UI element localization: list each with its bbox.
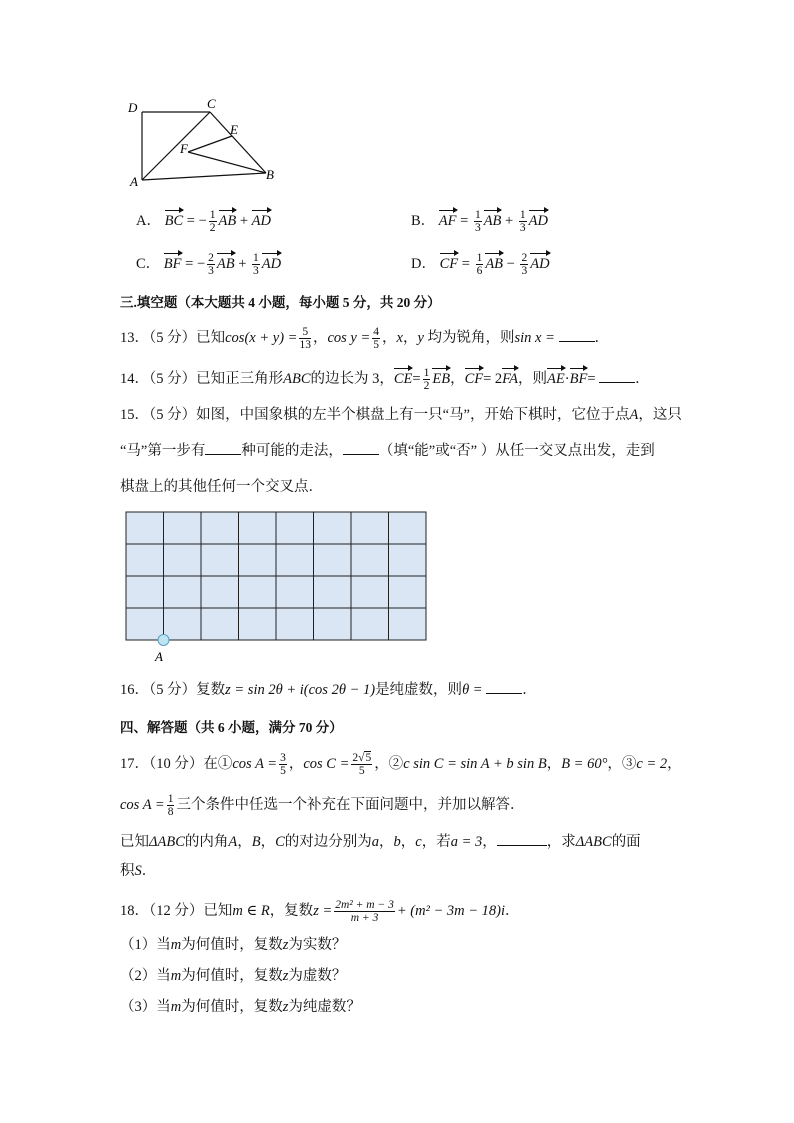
- option-C[interactable]: C． BF = − $\frac{2}{3}$ AB + $\frac{1}{3}$ AD: [136, 252, 282, 277]
- label-B: B: [266, 167, 274, 182]
- question-15-line-1: 15．（5 分）如图，中国象棋的左半个棋盘上有一只“马”，开始下棋时，它位于点A，这只: [120, 407, 682, 423]
- answer-blank-14[interactable]: [599, 368, 635, 383]
- question-17-line-3: 已知ΔABC的内角A，B，C的对边分别为a，b，c，若a = 3， ，求ΔABC的面: [120, 831, 641, 851]
- answer-blank-15a[interactable]: [205, 440, 241, 455]
- question-18: 18．（12 分）已知m ∈ R，复数z = $\frac{\text{2m² + m − 3}}{m + 3}$ + (m² − 3m − 18)i．: [120, 899, 520, 924]
- option-A[interactable]: A． BC = − $\frac{1}{2}$ AB + AD: [136, 209, 272, 234]
- question-17-line-4: 积S．: [120, 863, 157, 879]
- answer-blank-13[interactable]: [559, 327, 595, 342]
- question-17-line-2: cos A = $\frac{1}{8}$ 三个条件中任选一个补充在下面问题中，并加以解答．: [120, 793, 525, 818]
- question-15-line-3: 棋盘上的其他任何一个交叉点．: [120, 479, 323, 495]
- chessboard-figure: [118, 506, 438, 666]
- answer-blank-15b[interactable]: [343, 440, 379, 455]
- point-A-label: A: [155, 649, 163, 664]
- answer-blank-17[interactable]: [497, 831, 547, 846]
- option-B[interactable]: B． AF = $\frac{1}{3}$ AB + $\frac{1}{3}$ AD: [411, 209, 548, 234]
- label-E: E: [230, 122, 238, 137]
- knight-point-A: [158, 635, 169, 646]
- label-F: F: [180, 141, 188, 156]
- question-13: 13．（5 分）已知cos(x + y) = $\frac{5}{13}$ ，cos y = $\frac{4}{5}$ ，x，y 均为锐角，则sin x = ．: [120, 326, 610, 351]
- section-heading-solutions: 四、解答题（共 6 小题，满分 70 分）: [120, 720, 343, 735]
- question-18-part-1: （1）当m为何值时，复数z为实数？: [120, 937, 347, 953]
- question-16: 16．（5 分）复数z = sin 2θ + i(cos 2θ − 1)是纯虚数，则θ = ．: [120, 679, 537, 699]
- question-17-line-1: 17．（10 分）在①cos A = $\frac{3}{5}$ ，cos C = $\frac{2√5}{5}$ ，②c sin C = sin A + b sin B，B = 60°，③c = 2，: [120, 752, 682, 777]
- label-A: A: [130, 174, 138, 188]
- label-D: D: [128, 100, 138, 115]
- question-18-part-3: （3）当m为何值时，复数z为纯虚数？: [120, 999, 361, 1015]
- question-18-part-2: （2）当m为何值时，复数z为虚数？: [120, 968, 347, 984]
- label-C: C: [207, 96, 216, 111]
- option-D[interactable]: D． CF = $\frac{1}{6}$ AB − $\frac{2}{3}$ AD: [411, 252, 550, 277]
- answer-blank-16[interactable]: [486, 679, 522, 694]
- question-15-line-2: “马”第一步有 种可能的走法， （填“能”或“否” ）从任一交叉点出发，走到: [120, 440, 655, 460]
- geometry-figure: [120, 96, 290, 188]
- question-14: 14．（5 分）已知正三角形ABC的边长为 3，CE= $\frac{1}{2}$ EB，CF= 2FA，则AE·BF= ．: [120, 367, 650, 392]
- section-heading-fill-in: 三.填空题（本大题共 4 小题，每小题 5 分，共 20 分）: [120, 295, 441, 310]
